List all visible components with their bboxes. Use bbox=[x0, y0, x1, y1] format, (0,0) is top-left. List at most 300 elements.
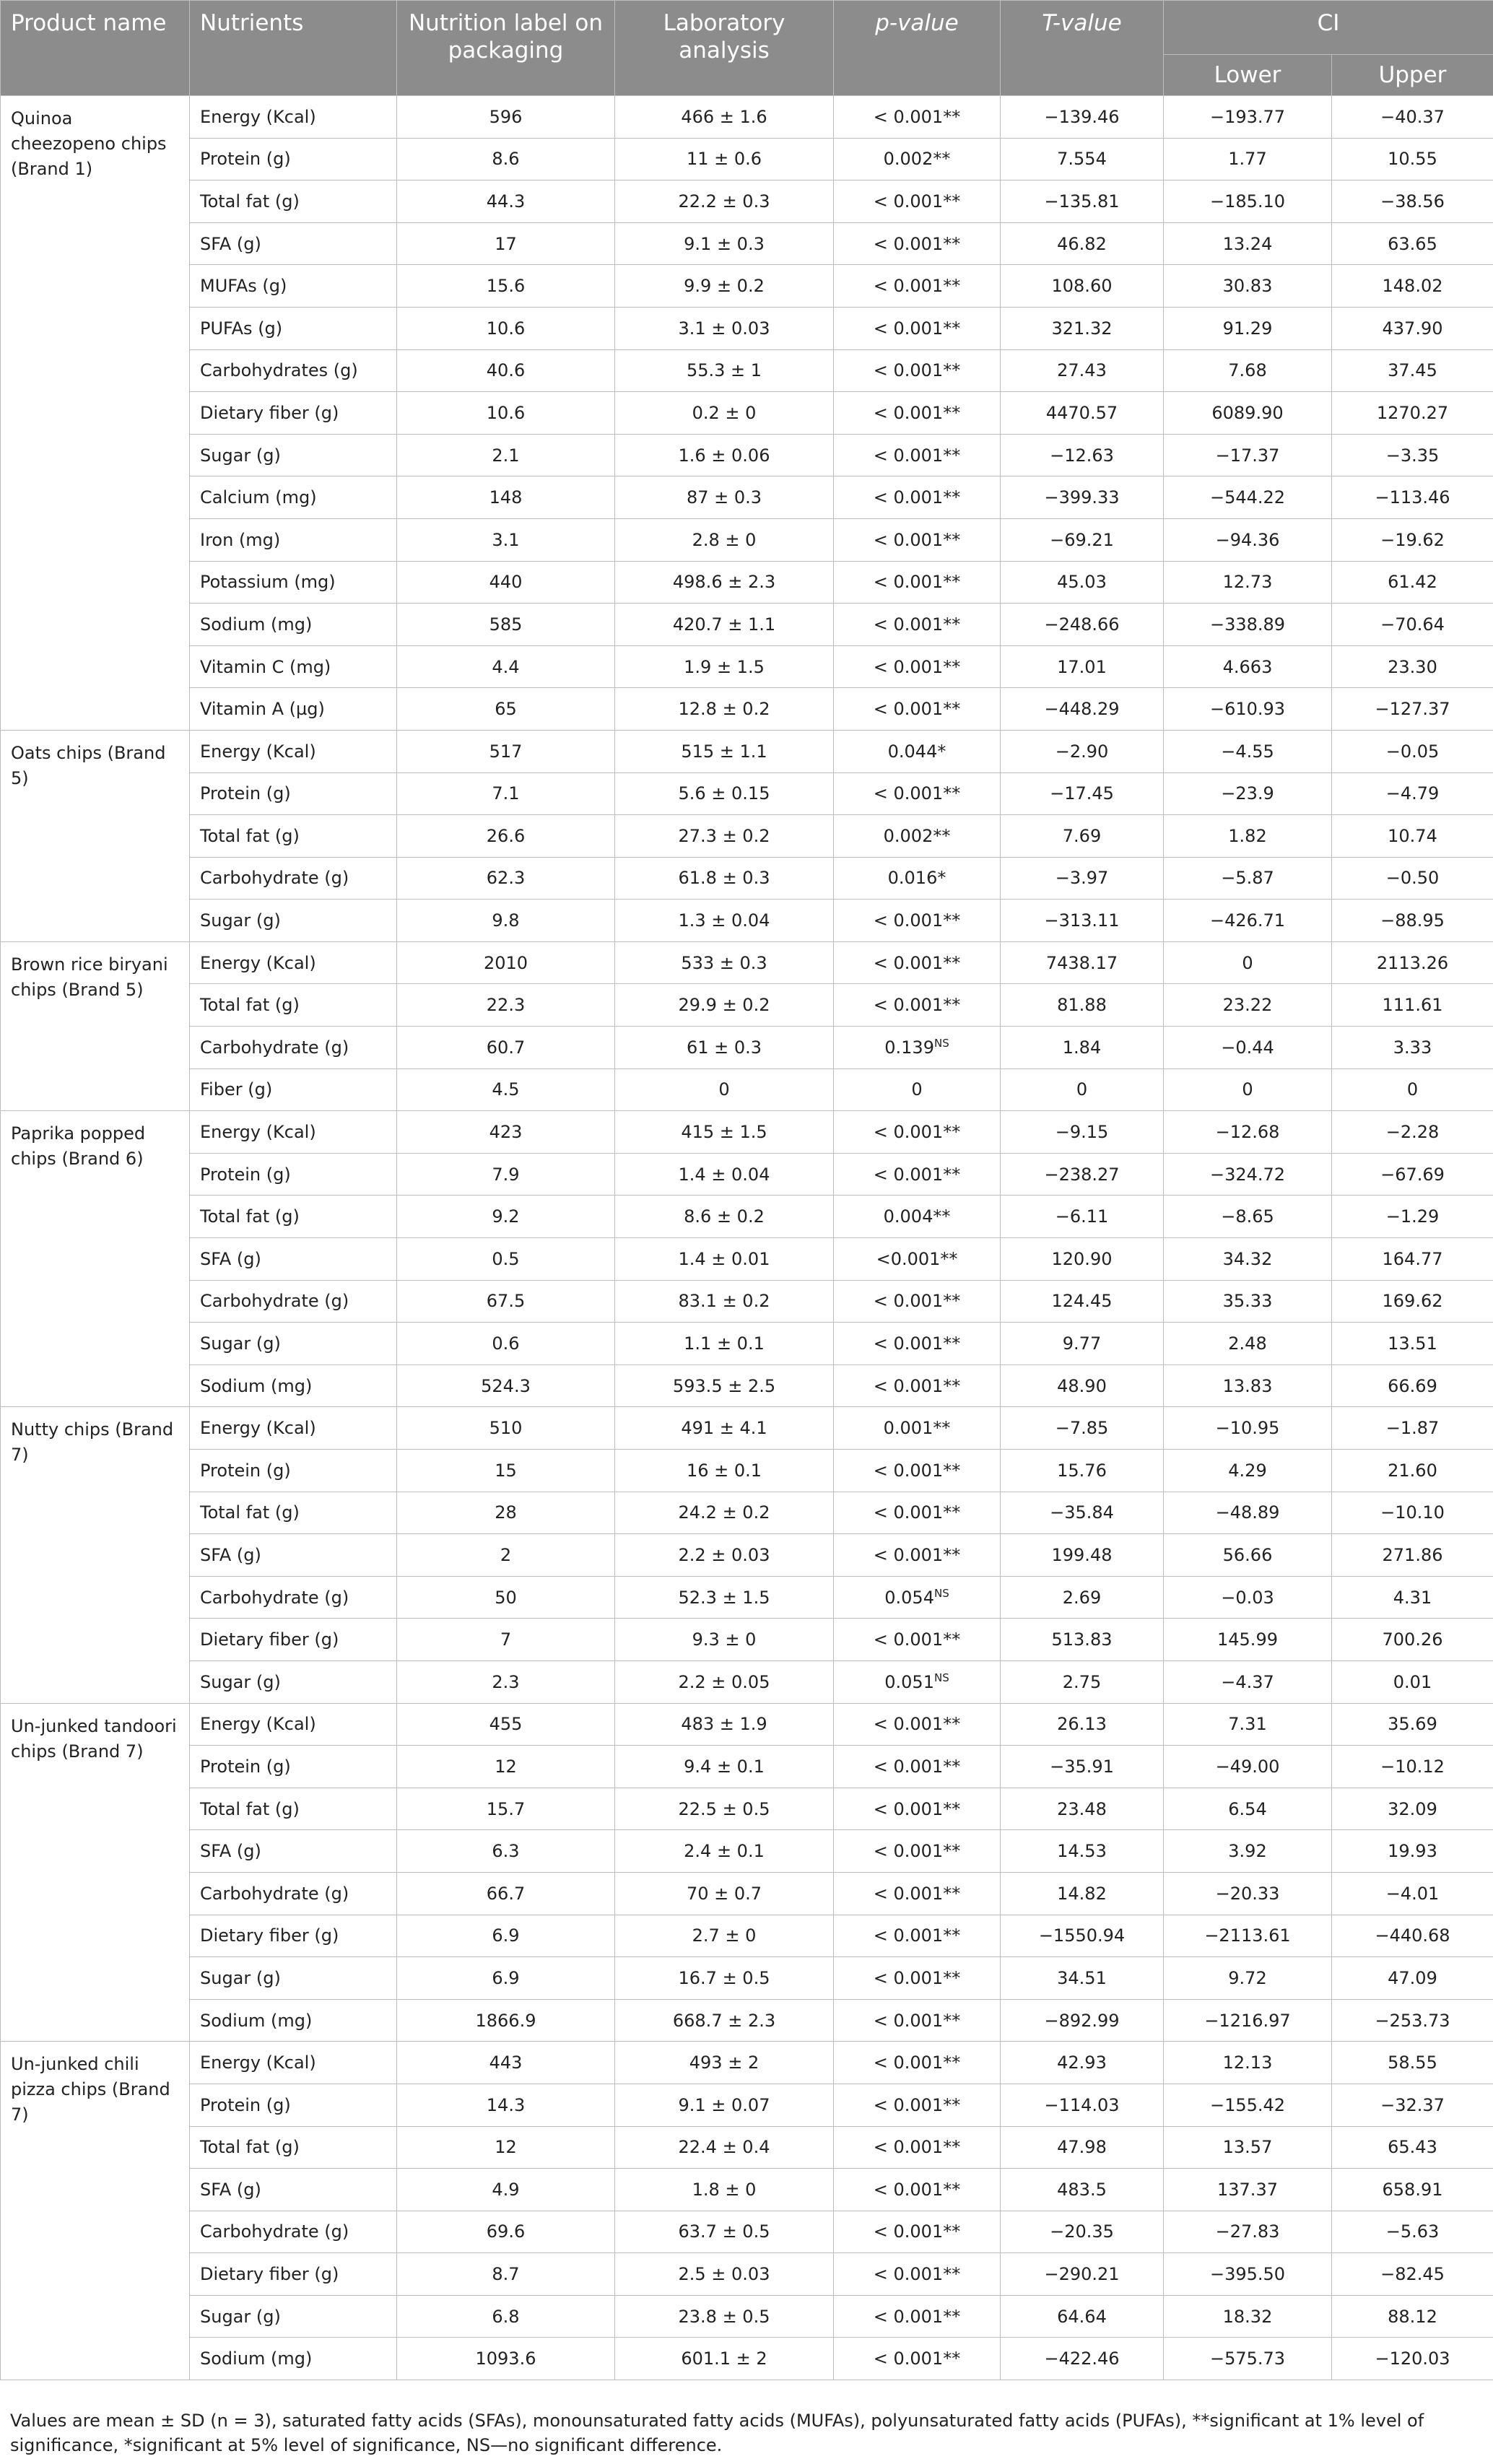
t-value-cell: 124.45 bbox=[1001, 1280, 1164, 1323]
label-value-cell: 455 bbox=[397, 1703, 615, 1746]
nutrient-cell: Total fat (g) bbox=[190, 1788, 397, 1830]
p-value-cell: < 0.001** bbox=[834, 604, 1001, 646]
label-value-cell: 423 bbox=[397, 1111, 615, 1154]
nutrient-cell: Potassium (mg) bbox=[190, 561, 397, 604]
ci-lower-cell: −17.37 bbox=[1164, 434, 1332, 476]
nutrient-cell: Energy (Kcal) bbox=[190, 1407, 397, 1450]
nutrient-cell: Total fat (g) bbox=[190, 1492, 397, 1534]
label-value-cell: 65 bbox=[397, 688, 615, 731]
nutrient-cell: SFA (g) bbox=[190, 1830, 397, 1873]
p-value-cell: < 0.001** bbox=[834, 392, 1001, 435]
ci-upper-cell: −0.50 bbox=[1332, 857, 1493, 900]
lab-value-cell: 27.3 ± 0.2 bbox=[615, 815, 834, 858]
lab-value-cell: 8.6 ± 0.2 bbox=[615, 1196, 834, 1238]
p-value-cell: 0.002** bbox=[834, 815, 1001, 858]
ci-lower-cell: −544.22 bbox=[1164, 476, 1332, 519]
nutrient-cell: Protein (g) bbox=[190, 138, 397, 180]
label-value-cell: 9.8 bbox=[397, 900, 615, 942]
ci-lower-cell: 13.83 bbox=[1164, 1364, 1332, 1407]
t-value-cell: −313.11 bbox=[1001, 900, 1164, 942]
ci-lower-cell: 6089.90 bbox=[1164, 392, 1332, 435]
ci-upper-cell: −2.28 bbox=[1332, 1111, 1493, 1154]
ci-lower-cell: −185.10 bbox=[1164, 180, 1332, 223]
t-value-cell: −114.03 bbox=[1001, 2084, 1164, 2126]
ci-lower-cell: 23.22 bbox=[1164, 984, 1332, 1027]
nutrient-cell: Vitamin C (mg) bbox=[190, 645, 397, 688]
label-value-cell: 2.1 bbox=[397, 434, 615, 476]
label-value-cell: 15.7 bbox=[397, 1788, 615, 1830]
lab-value-cell: 0.2 ± 0 bbox=[615, 392, 834, 435]
p-value-cell: < 0.001** bbox=[834, 307, 1001, 349]
ci-upper-cell: −70.64 bbox=[1332, 604, 1493, 646]
table-row bbox=[1, 984, 1493, 1027]
nutrient-cell: Energy (Kcal) bbox=[190, 730, 397, 772]
ci-upper-cell: 88.12 bbox=[1332, 2295, 1493, 2338]
table-row bbox=[1, 1999, 1493, 2042]
ci-lower-cell: 4.29 bbox=[1164, 1450, 1332, 1492]
lab-value-cell: 9.1 ± 0.07 bbox=[615, 2084, 834, 2126]
nutrient-cell: Vitamin A (µg) bbox=[190, 688, 397, 731]
t-value-cell: 7.554 bbox=[1001, 138, 1164, 180]
ci-upper-cell: −253.73 bbox=[1332, 1999, 1493, 2042]
p-value-cell: < 0.001** bbox=[834, 941, 1001, 984]
p-value-cell: < 0.001** bbox=[834, 1111, 1001, 1154]
label-value-cell: 0.5 bbox=[397, 1238, 615, 1281]
table-row bbox=[1, 645, 1493, 688]
p-value-cell: 0.002** bbox=[834, 138, 1001, 180]
label-value-cell: 7.9 bbox=[397, 1153, 615, 1196]
table-row bbox=[1, 604, 1493, 646]
lab-value-cell: 16.7 ± 0.5 bbox=[615, 1957, 834, 2000]
lab-value-cell: 22.5 ± 0.5 bbox=[615, 1788, 834, 1830]
ci-lower-cell: 7.68 bbox=[1164, 349, 1332, 392]
t-value-cell: −6.11 bbox=[1001, 1196, 1164, 1238]
p-value-cell: < 0.001** bbox=[834, 1619, 1001, 1661]
product-name-cell: Brown rice biryani chips (Brand 5) bbox=[1, 941, 190, 1110]
p-value-cell: < 0.001** bbox=[834, 561, 1001, 604]
ci-lower-cell: −49.00 bbox=[1164, 1746, 1332, 1788]
table-row bbox=[1, 265, 1493, 308]
ci-lower-cell: 7.31 bbox=[1164, 1703, 1332, 1746]
header-p-value: p-value bbox=[834, 1, 1001, 96]
table-row bbox=[1, 1660, 1493, 1703]
ci-upper-cell: −10.12 bbox=[1332, 1746, 1493, 1788]
p-value-cell: $0.139^{NS}$ bbox=[834, 1027, 1001, 1069]
ci-upper-cell: −32.37 bbox=[1332, 2084, 1493, 2126]
table-row bbox=[1, 307, 1493, 349]
lab-value-cell: 11 ± 0.6 bbox=[615, 138, 834, 180]
nutrient-cell: Protein (g) bbox=[190, 1450, 397, 1492]
ci-lower-cell: 30.83 bbox=[1164, 265, 1332, 308]
ci-lower-cell: 35.33 bbox=[1164, 1280, 1332, 1323]
lab-value-cell: 483 ± 1.9 bbox=[615, 1703, 834, 1746]
label-value-cell: 10.6 bbox=[397, 307, 615, 349]
ci-lower-cell: −0.44 bbox=[1164, 1027, 1332, 1069]
t-value-cell: −238.27 bbox=[1001, 1153, 1164, 1196]
ci-upper-cell: 1270.27 bbox=[1332, 392, 1493, 435]
lab-value-cell: 3.1 ± 0.03 bbox=[615, 307, 834, 349]
ci-lower-cell: 2.48 bbox=[1164, 1323, 1332, 1365]
ci-lower-cell: −4.37 bbox=[1164, 1660, 1332, 1703]
ci-lower-cell: −324.72 bbox=[1164, 1153, 1332, 1196]
lab-value-cell: 1.8 ± 0 bbox=[615, 2169, 834, 2211]
ci-upper-cell: −0.05 bbox=[1332, 730, 1493, 772]
ci-upper-cell: 271.86 bbox=[1332, 1534, 1493, 1577]
p-value-cell: < 0.001** bbox=[834, 2211, 1001, 2253]
t-value-cell: 4470.57 bbox=[1001, 392, 1164, 435]
table-row bbox=[1, 434, 1493, 476]
label-value-cell: 14.3 bbox=[397, 2084, 615, 2126]
table-row bbox=[1, 180, 1493, 223]
t-value-cell: −290.21 bbox=[1001, 2253, 1164, 2296]
table-row bbox=[1, 2211, 1493, 2253]
table-row bbox=[1, 1196, 1493, 1238]
lab-value-cell: 70 ± 0.7 bbox=[615, 1872, 834, 1915]
label-value-cell: 1093.6 bbox=[397, 2338, 615, 2380]
label-value-cell: 2.3 bbox=[397, 1660, 615, 1703]
t-value-cell: −9.15 bbox=[1001, 1111, 1164, 1154]
nutrient-cell: Energy (Kcal) bbox=[190, 941, 397, 984]
label-value-cell: 67.5 bbox=[397, 1280, 615, 1323]
p-value-cell: $0.051^{NS}$ bbox=[834, 1660, 1001, 1703]
t-value-cell: −35.84 bbox=[1001, 1492, 1164, 1534]
table-row bbox=[1, 815, 1493, 858]
nutrient-cell: Dietary fiber (g) bbox=[190, 1619, 397, 1661]
lab-value-cell: 29.9 ± 0.2 bbox=[615, 984, 834, 1027]
t-value-cell: 34.51 bbox=[1001, 1957, 1164, 2000]
ci-upper-cell: 164.77 bbox=[1332, 1238, 1493, 1281]
label-value-cell: 44.3 bbox=[397, 180, 615, 223]
label-value-cell: 2 bbox=[397, 1534, 615, 1577]
ci-lower-cell: −575.73 bbox=[1164, 2338, 1332, 2380]
ci-upper-cell: 437.90 bbox=[1332, 307, 1493, 349]
nutrient-cell: Total fat (g) bbox=[190, 180, 397, 223]
ci-upper-cell: 148.02 bbox=[1332, 265, 1493, 308]
table-row bbox=[1, 1703, 1493, 1746]
label-value-cell: 8.6 bbox=[397, 138, 615, 180]
ci-upper-cell: −5.63 bbox=[1332, 2211, 1493, 2253]
t-value-cell: 17.01 bbox=[1001, 645, 1164, 688]
nutrient-cell: Total fat (g) bbox=[190, 2126, 397, 2169]
t-value-cell: −3.97 bbox=[1001, 857, 1164, 900]
lab-value-cell: 2.2 ± 0.03 bbox=[615, 1534, 834, 1577]
t-value-cell: 81.88 bbox=[1001, 984, 1164, 1027]
t-value-cell: −12.63 bbox=[1001, 434, 1164, 476]
lab-value-cell: 55.3 ± 1 bbox=[615, 349, 834, 392]
lab-value-cell: 1.4 ± 0.01 bbox=[615, 1238, 834, 1281]
header-nutrients: Nutrients bbox=[190, 1, 397, 96]
lab-value-cell: 415 ± 1.5 bbox=[615, 1111, 834, 1154]
t-value-cell: 26.13 bbox=[1001, 1703, 1164, 1746]
ci-upper-cell: −19.62 bbox=[1332, 518, 1493, 561]
nutrient-cell: Dietary fiber (g) bbox=[190, 392, 397, 435]
lab-value-cell: 420.7 ± 1.1 bbox=[615, 604, 834, 646]
t-value-cell: 0 bbox=[1001, 1068, 1164, 1111]
lab-value-cell: 2.5 ± 0.03 bbox=[615, 2253, 834, 2296]
ci-lower-cell: 6.54 bbox=[1164, 1788, 1332, 1830]
t-value-cell: 2.69 bbox=[1001, 1576, 1164, 1619]
t-value-cell: −139.46 bbox=[1001, 96, 1164, 139]
lab-value-cell: 1.3 ± 0.04 bbox=[615, 900, 834, 942]
t-value-cell: 42.93 bbox=[1001, 2042, 1164, 2084]
ci-upper-cell: 169.62 bbox=[1332, 1280, 1493, 1323]
nutrient-cell: Sugar (g) bbox=[190, 900, 397, 942]
t-value-cell: −35.91 bbox=[1001, 1746, 1164, 1788]
table-row bbox=[1, 1068, 1493, 1111]
t-value-cell: 1.84 bbox=[1001, 1027, 1164, 1069]
nutrient-cell: SFA (g) bbox=[190, 1238, 397, 1281]
table-row bbox=[1, 2338, 1493, 2380]
table-row bbox=[1, 1619, 1493, 1661]
nutrient-cell: Energy (Kcal) bbox=[190, 96, 397, 139]
label-value-cell: 0.6 bbox=[397, 1323, 615, 1365]
t-value-cell: −2.90 bbox=[1001, 730, 1164, 772]
lab-value-cell: 515 ± 1.1 bbox=[615, 730, 834, 772]
ci-lower-cell: 12.13 bbox=[1164, 2042, 1332, 2084]
t-value-cell: 120.90 bbox=[1001, 1238, 1164, 1281]
ci-lower-cell: −155.42 bbox=[1164, 2084, 1332, 2126]
lab-value-cell: 12.8 ± 0.2 bbox=[615, 688, 834, 731]
header-ci-lower: Lower bbox=[1164, 55, 1332, 96]
table-row bbox=[1, 518, 1493, 561]
t-value-cell: 14.53 bbox=[1001, 1830, 1164, 1873]
header-ci: CI bbox=[1164, 1, 1493, 55]
p-value-cell: < 0.001** bbox=[834, 900, 1001, 942]
lab-value-cell: 601.1 ± 2 bbox=[615, 2338, 834, 2380]
label-value-cell: 50 bbox=[397, 1576, 615, 1619]
t-value-cell: −69.21 bbox=[1001, 518, 1164, 561]
p-value-cell: < 0.001** bbox=[834, 1280, 1001, 1323]
label-value-cell: 22.3 bbox=[397, 984, 615, 1027]
ci-lower-cell: 0 bbox=[1164, 1068, 1332, 1111]
ci-lower-cell: 91.29 bbox=[1164, 307, 1332, 349]
t-value-cell: −248.66 bbox=[1001, 604, 1164, 646]
lab-value-cell: 9.9 ± 0.2 bbox=[615, 265, 834, 308]
table-row bbox=[1, 222, 1493, 265]
label-value-cell: 69.6 bbox=[397, 2211, 615, 2253]
label-value-cell: 12 bbox=[397, 2126, 615, 2169]
p-value-cell: 0.001** bbox=[834, 1407, 1001, 1450]
ci-upper-cell: 10.74 bbox=[1332, 815, 1493, 858]
label-value-cell: 585 bbox=[397, 604, 615, 646]
ci-upper-cell: −4.01 bbox=[1332, 1872, 1493, 1915]
nutrient-cell: Fiber (g) bbox=[190, 1068, 397, 1111]
header-t-value: T-value bbox=[1001, 1, 1164, 96]
lab-value-cell: 9.1 ± 0.3 bbox=[615, 222, 834, 265]
p-value-cell: < 0.001** bbox=[834, 222, 1001, 265]
ci-upper-cell: 63.65 bbox=[1332, 222, 1493, 265]
table-row bbox=[1, 2042, 1493, 2084]
nutrient-cell: Carbohydrates (g) bbox=[190, 349, 397, 392]
ci-lower-cell: −48.89 bbox=[1164, 1492, 1332, 1534]
t-value-cell: 513.83 bbox=[1001, 1619, 1164, 1661]
t-value-cell: −399.33 bbox=[1001, 476, 1164, 519]
p-value-cell: < 0.001** bbox=[834, 1450, 1001, 1492]
nutrient-cell: Protein (g) bbox=[190, 2084, 397, 2126]
t-value-cell: 199.48 bbox=[1001, 1534, 1164, 1577]
ci-lower-cell: 56.66 bbox=[1164, 1534, 1332, 1577]
ci-upper-cell: 111.61 bbox=[1332, 984, 1493, 1027]
lab-value-cell: 2.2 ± 0.05 bbox=[615, 1660, 834, 1703]
table-row bbox=[1, 1915, 1493, 1957]
p-value-cell: < 0.001** bbox=[834, 265, 1001, 308]
table-row bbox=[1, 2169, 1493, 2211]
nutrient-cell: Dietary fiber (g) bbox=[190, 1915, 397, 1957]
header-ci-upper: Upper bbox=[1332, 55, 1493, 96]
p-value-cell: < 0.001** bbox=[834, 2126, 1001, 2169]
lab-value-cell: 9.4 ± 0.1 bbox=[615, 1746, 834, 1788]
table-row bbox=[1, 2126, 1493, 2169]
lab-value-cell: 22.4 ± 0.4 bbox=[615, 2126, 834, 2169]
p-value-cell: < 0.001** bbox=[834, 2042, 1001, 2084]
lab-value-cell: 16 ± 0.1 bbox=[615, 1450, 834, 1492]
nutrient-cell: Protein (g) bbox=[190, 1746, 397, 1788]
label-value-cell: 4.4 bbox=[397, 645, 615, 688]
p-value-cell: <0.001** bbox=[834, 1238, 1001, 1281]
ci-lower-cell: −12.68 bbox=[1164, 1111, 1332, 1154]
nutrient-cell: Dietary fiber (g) bbox=[190, 2253, 397, 2296]
label-value-cell: 440 bbox=[397, 561, 615, 604]
product-name-cell: Nutty chips (Brand 7) bbox=[1, 1407, 190, 1703]
nutrient-cell: Carbohydrate (g) bbox=[190, 1576, 397, 1619]
ci-upper-cell: 37.45 bbox=[1332, 349, 1493, 392]
t-value-cell: 108.60 bbox=[1001, 265, 1164, 308]
table-row bbox=[1, 2253, 1493, 2296]
label-value-cell: 6.9 bbox=[397, 1957, 615, 2000]
ci-upper-cell: 0 bbox=[1332, 1068, 1493, 1111]
label-value-cell: 10.6 bbox=[397, 392, 615, 435]
nutrient-cell: SFA (g) bbox=[190, 222, 397, 265]
ci-lower-cell: 12.73 bbox=[1164, 561, 1332, 604]
product-name-cell: Paprika popped chips (Brand 6) bbox=[1, 1111, 190, 1407]
lab-value-cell: 1.6 ± 0.06 bbox=[615, 434, 834, 476]
ci-upper-cell: 13.51 bbox=[1332, 1323, 1493, 1365]
ci-lower-cell: −0.03 bbox=[1164, 1576, 1332, 1619]
p-value-cell: < 0.001** bbox=[834, 1364, 1001, 1407]
label-value-cell: 2010 bbox=[397, 941, 615, 984]
table-row bbox=[1, 476, 1493, 519]
ci-upper-cell: −127.37 bbox=[1332, 688, 1493, 731]
lab-value-cell: 2.8 ± 0 bbox=[615, 518, 834, 561]
ci-upper-cell: 3.33 bbox=[1332, 1027, 1493, 1069]
p-value-cell: < 0.001** bbox=[834, 1872, 1001, 1915]
ci-upper-cell: 4.31 bbox=[1332, 1576, 1493, 1619]
label-value-cell: 3.1 bbox=[397, 518, 615, 561]
lab-value-cell: 1.1 ± 0.1 bbox=[615, 1323, 834, 1365]
label-value-cell: 596 bbox=[397, 96, 615, 139]
ci-lower-cell: −4.55 bbox=[1164, 730, 1332, 772]
p-value-cell: < 0.001** bbox=[834, 1746, 1001, 1788]
ci-upper-cell: 35.69 bbox=[1332, 1703, 1493, 1746]
ci-upper-cell: 19.93 bbox=[1332, 1830, 1493, 1873]
t-value-cell: −448.29 bbox=[1001, 688, 1164, 731]
table-row bbox=[1, 138, 1493, 180]
ci-lower-cell: −426.71 bbox=[1164, 900, 1332, 942]
table-body bbox=[1, 96, 1493, 2380]
nutrient-cell: Sugar (g) bbox=[190, 1323, 397, 1365]
lab-value-cell: 2.7 ± 0 bbox=[615, 1915, 834, 1957]
ci-upper-cell: 700.26 bbox=[1332, 1619, 1493, 1661]
ci-upper-cell: 32.09 bbox=[1332, 1788, 1493, 1830]
nutrient-cell: Carbohydrate (g) bbox=[190, 2211, 397, 2253]
nutrient-cell: Iron (mg) bbox=[190, 518, 397, 561]
label-value-cell: 524.3 bbox=[397, 1364, 615, 1407]
ci-lower-cell: 34.32 bbox=[1164, 1238, 1332, 1281]
lab-value-cell: 24.2 ± 0.2 bbox=[615, 1492, 834, 1534]
nutrient-cell: Sodium (mg) bbox=[190, 1364, 397, 1407]
nutrient-cell: Sodium (mg) bbox=[190, 604, 397, 646]
ci-upper-cell: −38.56 bbox=[1332, 180, 1493, 223]
p-value-cell: < 0.001** bbox=[834, 984, 1001, 1027]
ci-lower-cell: 137.37 bbox=[1164, 2169, 1332, 2211]
p-value-cell: < 0.001** bbox=[834, 1492, 1001, 1534]
table-row bbox=[1, 1788, 1493, 1830]
label-value-cell: 148 bbox=[397, 476, 615, 519]
label-value-cell: 9.2 bbox=[397, 1196, 615, 1238]
t-value-cell: −1550.94 bbox=[1001, 1915, 1164, 1957]
ci-upper-cell: −88.95 bbox=[1332, 900, 1493, 942]
table-row bbox=[1, 1027, 1493, 1069]
lab-value-cell: 23.8 ± 0.5 bbox=[615, 2295, 834, 2338]
table-row bbox=[1, 1364, 1493, 1407]
p-value-cell: < 0.001** bbox=[834, 2084, 1001, 2126]
lab-value-cell: 493 ± 2 bbox=[615, 2042, 834, 2084]
p-value-cell: < 0.001** bbox=[834, 645, 1001, 688]
lab-value-cell: 5.6 ± 0.15 bbox=[615, 772, 834, 815]
ci-lower-cell: 9.72 bbox=[1164, 1957, 1332, 2000]
table-row bbox=[1, 688, 1493, 731]
nutrient-cell: Carbohydrate (g) bbox=[190, 857, 397, 900]
t-value-cell: 64.64 bbox=[1001, 2295, 1164, 2338]
table-footnote: Values are mean ± SD (n = 3), saturated fatty acids (SFAs), monounsaturated fatty acids (MUFAs), polyunsaturated fatty acids (PUFAs), **significant at 1% level of significance, *significant at 5% level of significance, NS—no significant difference. bbox=[10, 2411, 1424, 2455]
ci-lower-cell: 0 bbox=[1164, 941, 1332, 984]
table-row bbox=[1, 1746, 1493, 1788]
label-value-cell: 28 bbox=[397, 1492, 615, 1534]
t-value-cell: 7438.17 bbox=[1001, 941, 1164, 984]
label-value-cell: 26.6 bbox=[397, 815, 615, 858]
p-value-cell: < 0.001** bbox=[834, 2295, 1001, 2338]
nutrient-cell: Total fat (g) bbox=[190, 1196, 397, 1238]
table-row bbox=[1, 1280, 1493, 1323]
ci-lower-cell: −1216.97 bbox=[1164, 1999, 1332, 2042]
t-value-cell: 14.82 bbox=[1001, 1872, 1164, 1915]
ci-lower-cell: −8.65 bbox=[1164, 1196, 1332, 1238]
table-row bbox=[1, 857, 1493, 900]
ci-upper-cell: −40.37 bbox=[1332, 96, 1493, 139]
t-value-cell: −20.35 bbox=[1001, 2211, 1164, 2253]
table-row bbox=[1, 1323, 1493, 1365]
ci-lower-cell: −5.87 bbox=[1164, 857, 1332, 900]
nutrient-cell: Sugar (g) bbox=[190, 434, 397, 476]
p-value-cell: < 0.001** bbox=[834, 349, 1001, 392]
nutrient-cell: Protein (g) bbox=[190, 1153, 397, 1196]
lab-value-cell: 668.7 ± 2.3 bbox=[615, 1999, 834, 2042]
label-value-cell: 15.6 bbox=[397, 265, 615, 308]
label-value-cell: 4.5 bbox=[397, 1068, 615, 1111]
ci-upper-cell: 2113.26 bbox=[1332, 941, 1493, 984]
ci-upper-cell: −10.10 bbox=[1332, 1492, 1493, 1534]
label-value-cell: 6.9 bbox=[397, 1915, 615, 1957]
ci-upper-cell: −113.46 bbox=[1332, 476, 1493, 519]
nutrient-cell: Carbohydrate (g) bbox=[190, 1027, 397, 1069]
t-value-cell: −422.46 bbox=[1001, 2338, 1164, 2380]
table-row bbox=[1, 1450, 1493, 1492]
p-value-cell: < 0.001** bbox=[834, 2169, 1001, 2211]
p-value-cell: 0.004** bbox=[834, 1196, 1001, 1238]
ci-lower-cell: 1.77 bbox=[1164, 138, 1332, 180]
label-value-cell: 60.7 bbox=[397, 1027, 615, 1069]
ci-upper-cell: −440.68 bbox=[1332, 1915, 1493, 1957]
